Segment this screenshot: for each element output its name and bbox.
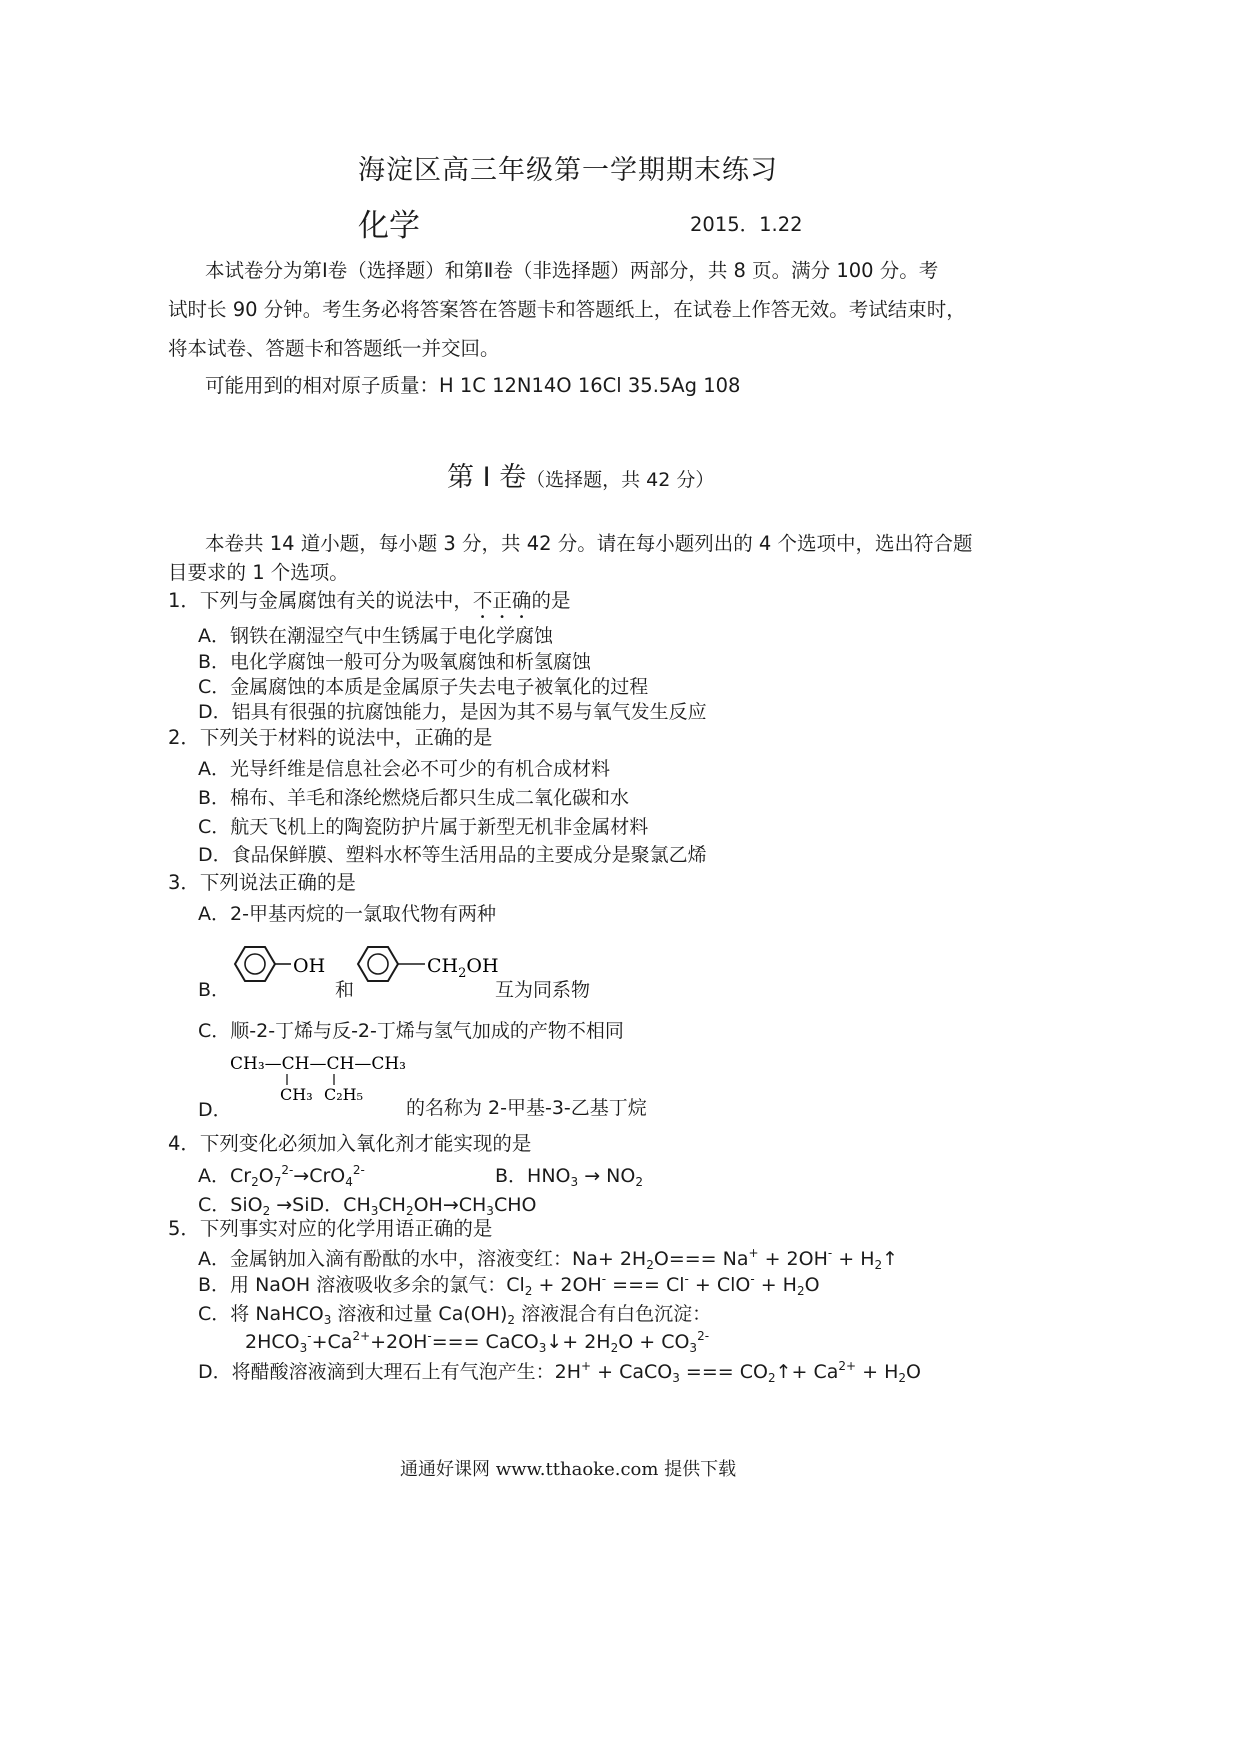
q5-option-c-text: 溶液和过量 <box>337 1303 433 1325</box>
q4-option-b: B．$HNO_3 \to NO_2$ <box>495 1165 643 1189</box>
q4-stem: 4．下列变化必须加入氧化剂才能实现的是 <box>168 1132 532 1155</box>
q5-option-d: D．将醋酸溶液滴到大理石上有气泡产生：2H+ + CaCO$_3$ === $CO_2↑+ Ca^{2+} + H_2O$ <box>198 1359 921 1385</box>
q4-option-a-label: A． <box>198 1165 230 1187</box>
part1-heading-title: 第 I 卷 <box>447 462 527 493</box>
q5-option-a-text: 金属钠加入滴有酚酞的水中，溶液变红： <box>230 1248 573 1270</box>
q3-option-d-tail: 的名称为 2-甲基-3-乙基丁烷 <box>406 1097 647 1119</box>
benzyl-alcohol-structure <box>358 947 499 981</box>
q5-option-b-label: B． <box>198 1274 231 1296</box>
q4-option-c-d: C．SiO$_2$ →SiD．$CH_3CH_2OH\to CH_3CHO$ <box>198 1194 537 1218</box>
q5-option-b-text: 用 NaOH 溶液吸收多余的氯气： <box>230 1274 507 1296</box>
q4-option-a: A．$Cr_2O_7^{2-}\to CrO_4^{2-}$ <box>198 1163 365 1189</box>
part1-heading-note: （选择题，共 42 分） <box>526 469 715 491</box>
q3-option-b-structures <box>225 935 505 1005</box>
q5-option-b: B．用 NaOH 溶液吸收多余的氯气：$Cl_2 + 2OH^-$ === $Cl^- + ClO^- + H_2O$ <box>198 1272 820 1298</box>
q3-stem: 3．下列说法正确的是 <box>168 871 356 894</box>
intro-line-3: 将本试卷、答题卡和答题纸一并交回。 <box>168 337 500 360</box>
q3-option-b-and: 和 <box>335 979 355 1001</box>
q5-option-d-text: 将醋酸溶液滴到大理石上有气泡产生： <box>231 1361 555 1383</box>
q5-option-c-equation: $2HCO_3^-+Ca^{2+}+2OH^-===$ CaCO$_3$↓+ $2H_2O + CO_3^{2-}$ <box>245 1329 710 1355</box>
q1-stem-emphasis: 不正确 <box>472 589 532 612</box>
q2-option-b: B．棉布、羊毛和涤纶燃烧后都只生成二氧化碳和水 <box>198 787 630 809</box>
q5-option-c-label: C． <box>198 1303 231 1325</box>
q4-option-b-label: B． <box>495 1165 528 1187</box>
part1-heading <box>447 455 714 494</box>
q5-option-c-tail: 溶液混合有白色沉淀： <box>521 1303 712 1325</box>
q2-option-c: C．航天飞机上的陶瓷防护片属于新型无机非金属材料 <box>198 816 649 838</box>
q5-option-c: C．将 NaHCO$_3$ 溶液和过量 $Ca(OH)_2$ 溶液混合有白色沉淀： <box>198 1303 712 1327</box>
q1-option-c: C．金属腐蚀的本质是金属原子失去电子被氧化的过程 <box>198 676 649 698</box>
ethyl-branch-label: C₂H₅ <box>324 1085 364 1104</box>
q1-stem <box>168 588 570 623</box>
q1-option-a: A．钢铁在潮湿空气中生锈属于电化学腐蚀 <box>198 625 553 647</box>
part1-instructions-2: 目要求的 1 个选项。 <box>168 561 349 584</box>
q2-option-d: D．食品保鲜膜、塑料水杯等生活用品的主要成分是聚氯乙烯 <box>198 844 707 866</box>
q2-stem: 2．下列关于材料的说法中，正确的是 <box>168 726 493 749</box>
q3-option-b-label: B． <box>198 979 231 1001</box>
q5-option-d-label: D． <box>198 1361 232 1383</box>
q1-stem-suffix: 的是 <box>531 589 571 612</box>
benzyl-ch2oh-label <box>427 955 499 981</box>
footer-download-note: 通通好课网 www.tthaoke.com 提供下载 <box>400 1459 737 1480</box>
q1-option-b: B．电化学腐蚀一般可分为吸氧腐蚀和析氢腐蚀 <box>198 651 592 673</box>
q4-option-d-label: D． <box>309 1194 344 1216</box>
atomic-masses: 可能用到的相对原子质量：H 1C 12N14O 16Cl 35.5Ag 108 <box>205 374 741 397</box>
subject-title: 化学 <box>358 208 420 244</box>
q1-stem-prefix: 1．下列与金属腐蚀有关的说法中， <box>168 589 473 612</box>
q4-option-c-label: C． <box>198 1194 231 1216</box>
exam-date: 2015．1.22 <box>690 213 803 236</box>
q5-option-a: A．金属钠加入滴有酚酞的水中，溶液变红：$Na+ 2H_2O=== Na^+ + 2OH^-$ + $H_2↑$ <box>198 1246 899 1272</box>
methyl-branch-label: CH₃ <box>280 1085 313 1104</box>
intro-line-2: 试时长 90 分钟。考生务必将答案答在答题卡和答题纸上，在试卷上作答无效。考试结束时， <box>168 298 966 321</box>
main-chain-label: CH₃—CH—CH—CH₃ <box>230 1054 406 1074</box>
q3-option-d-label: D． <box>198 1099 232 1121</box>
phenol-oh-label: OH <box>293 955 326 977</box>
q2-option-a: A．光导纤维是信息社会必不可少的有机合成材料 <box>198 758 610 780</box>
q3-option-d-structure <box>228 1050 408 1110</box>
phenol-structure <box>235 947 325 981</box>
q1-option-d: D．铝具有很强的抗腐蚀能力，是因为其不易与氧气发生反应 <box>198 701 707 723</box>
q3-option-b-tail: 互为同系物 <box>495 979 591 1001</box>
q3-option-a: A．2-甲基丙烷的一氯取代物有两种 <box>198 903 496 925</box>
intro-line-1: 本试卷分为第Ⅰ卷（选择题）和第Ⅱ卷（非选择题）两部分，共 8 页。满分 100 分。考 <box>205 259 939 282</box>
ch2-subscript: 2 <box>458 966 467 981</box>
q5-option-a-label: A． <box>198 1248 230 1270</box>
part1-instructions-1: 本卷共 14 道小题，每小题 3 分，共 42 分。请在每小题列出的 4 个选项中，选出符合题 <box>205 532 973 555</box>
oh-part: OH <box>466 955 499 977</box>
q5-stem: 5．下列事实对应的化学用语正确的是 <box>168 1217 493 1240</box>
exam-title: 海淀区高三年级第一学期期末练习 <box>358 155 778 186</box>
ch-part: CH <box>427 955 459 977</box>
q3-option-c: C．顺-2-丁烯与反-2-丁烯与氢气加成的产物不相同 <box>198 1020 624 1042</box>
